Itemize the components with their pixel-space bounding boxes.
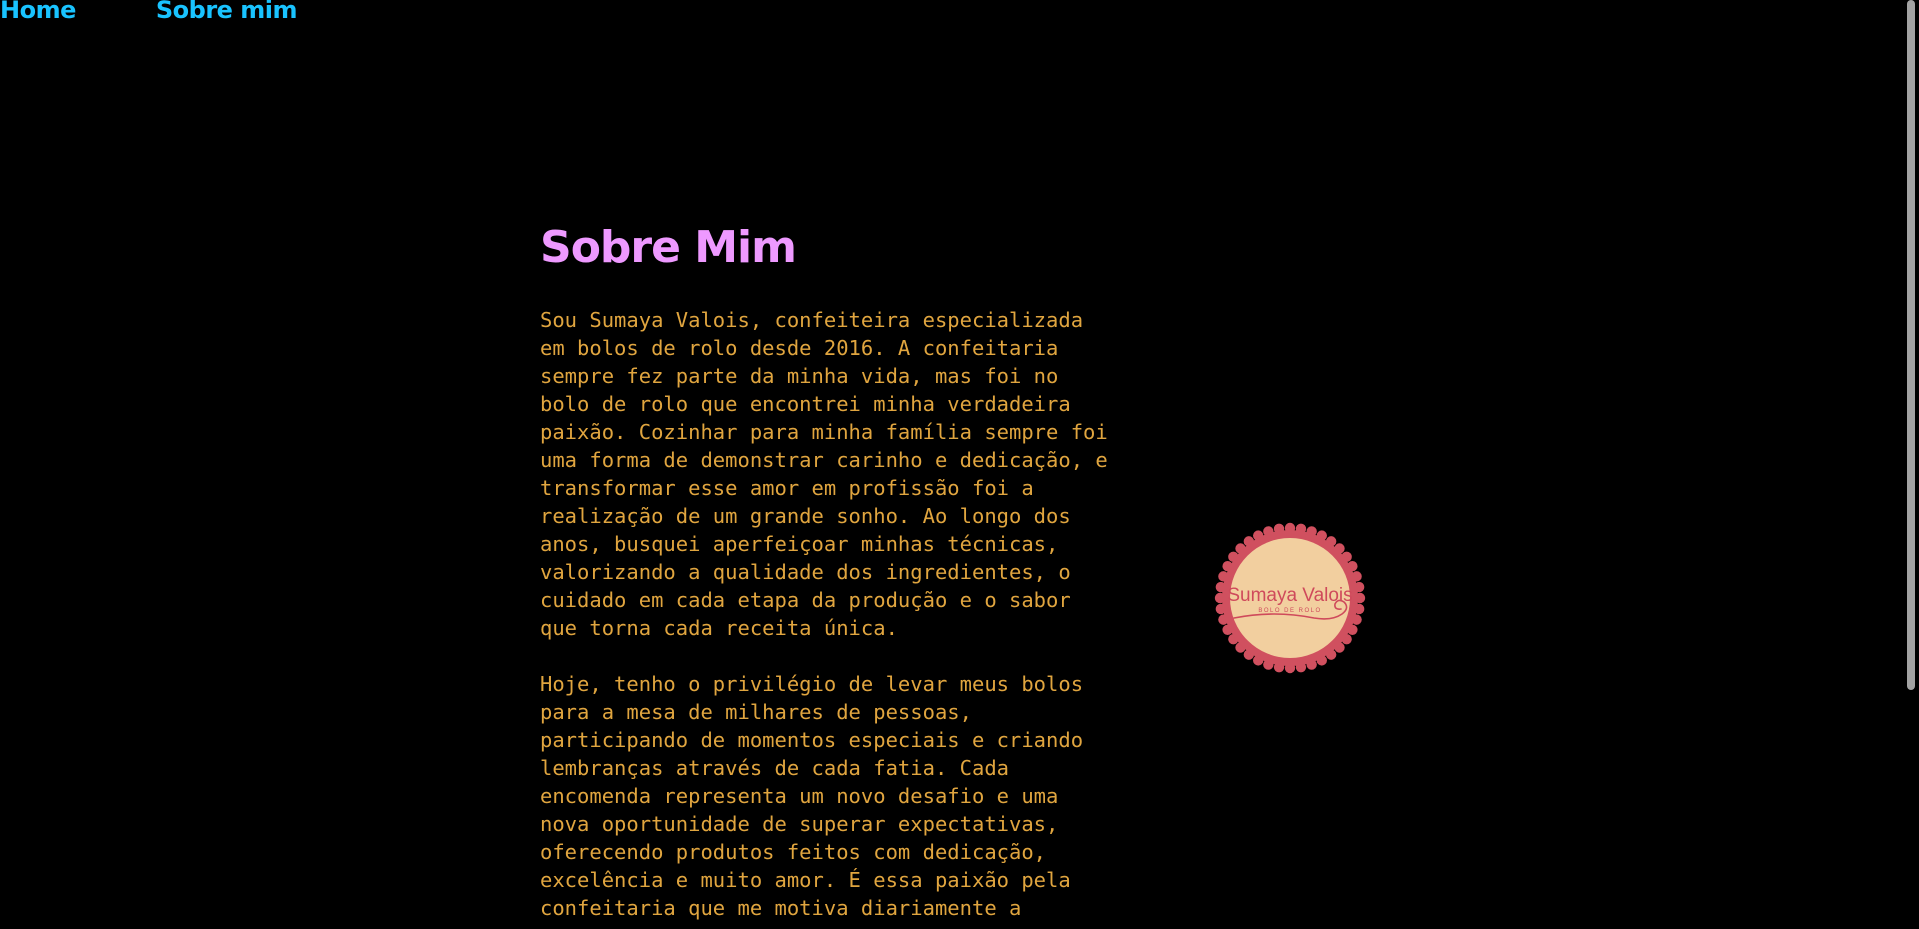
about-section <box>540 220 1160 922</box>
scrollbar-thumb[interactable] <box>1907 0 1915 690</box>
logo-name: Sumaya Valois <box>1227 585 1353 606</box>
logo-tagline: BOLO DE ROLO <box>1258 608 1322 614</box>
nav-link-home[interactable]: Home <box>0 0 76 24</box>
page-scrollbar[interactable] <box>1904 0 1919 929</box>
top-nav <box>0 0 297 24</box>
brand-logo <box>1214 522 1366 674</box>
nav-link-sobre-mim[interactable]: Sobre mim <box>155 0 298 24</box>
about-paragraph-2: Hoje, tenho o privilégio de levar meus bolos para a mesa de milhares de pessoas, participando de momentos especiais e criando lembranças através de cada fatia. Cada encomenda representa um novo desafio e uma nova oportunidade de superar expectativas, oferecendo produtos feitos com dedicação, excelência e muito amor. É essa paixão pela confeitaria que me motiva diariamente a <box>540 672 1084 920</box>
page-title: Sobre Mim <box>540 222 796 273</box>
about-paragraph-1: Sou Sumaya Valois, confeiteira especializada em bolos de rolo desde 2016. A confeitaria sempre fez parte da minha vida, mas foi no bolo de rolo que encontrei minha verdadeira paixão. Cozinhar para minha família sempre foi uma forma de demonstrar carinho e dedicação, e transformar esse amor em profissão foi a realização de um grande sonho. Ao longo dos anos, busquei aperfeiçoar minhas técnicas, valorizando a qualidade dos ingredientes, o cuidado em cada etapa da produção e o sabor que torna cada receita única. <box>540 308 1108 640</box>
